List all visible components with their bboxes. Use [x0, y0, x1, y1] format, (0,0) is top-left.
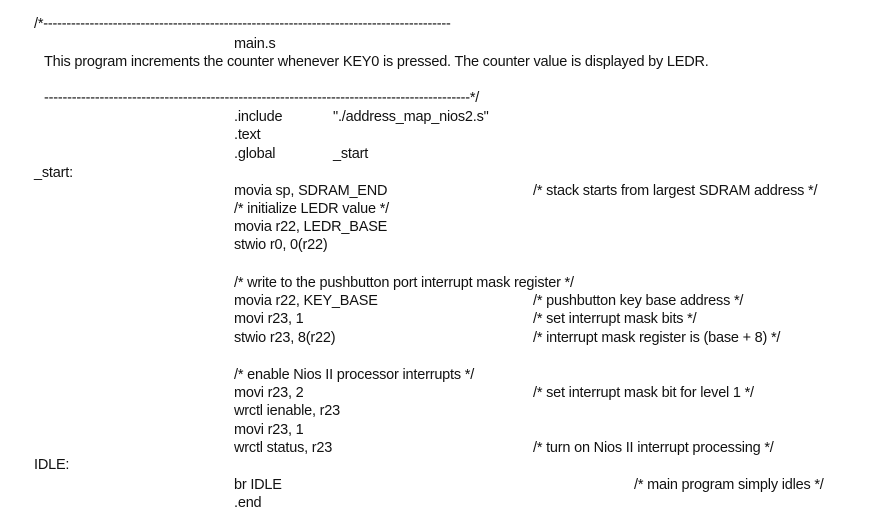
- code-line: stwio r23, 8(r22): [234, 330, 336, 346]
- label-idle: IDLE:: [34, 457, 70, 473]
- code-comment: /* pushbutton key base address */: [533, 293, 744, 309]
- code-line: stwio r0, 0(r22): [234, 237, 328, 253]
- label-start: _start:: [34, 165, 73, 181]
- comment-rule-top: /*----------------------------------------------------------------------------------------: [34, 16, 451, 32]
- code-line: movia r22, LEDR_BASE: [234, 219, 388, 235]
- code-line: wrctl status, r23: [234, 440, 333, 456]
- directive-text: .text: [234, 127, 261, 143]
- code-comment: /* stack starts from largest SDRAM address */: [533, 183, 818, 199]
- directive-include: .include: [234, 109, 283, 125]
- include-path: "./address_map_nios2.s": [333, 109, 489, 125]
- program-description: This program increments the counter whenever KEY0 is pressed. The counter value is displayed by LEDR.: [44, 54, 709, 70]
- code-comment: /* write to the pushbutton port interrupt mask register */: [234, 275, 574, 291]
- code-line: .end: [234, 495, 262, 511]
- code-line: movi r23, 2: [234, 385, 304, 401]
- code-line: wrctl ienable, r23: [234, 403, 341, 419]
- code-comment: /* enable Nios II processor interrupts */: [234, 367, 475, 383]
- code-comment: /* initialize LEDR value */: [234, 201, 389, 217]
- code-comment: /* turn on Nios II interrupt processing */: [533, 440, 774, 456]
- code-comment: /* set interrupt mask bit for level 1 */: [533, 385, 754, 401]
- code-comment: /* set interrupt mask bits */: [533, 311, 697, 327]
- code-line: movi r23, 1: [234, 422, 304, 438]
- file-name: main.s: [234, 36, 276, 52]
- directive-global: .global: [234, 146, 276, 162]
- code-line: movia sp, SDRAM_END: [234, 183, 388, 199]
- global-symbol: _start: [333, 146, 369, 162]
- code-line: br IDLE: [234, 477, 282, 493]
- code-comment: /* main program simply idles */: [634, 477, 824, 493]
- code-line: movi r23, 1: [234, 311, 304, 327]
- code-line: movia r22, KEY_BASE: [234, 293, 378, 309]
- code-comment: /* interrupt mask register is (base + 8) */: [533, 330, 781, 346]
- comment-rule-bottom: --------------------------------------------------------------------------------------------*/: [44, 90, 480, 106]
